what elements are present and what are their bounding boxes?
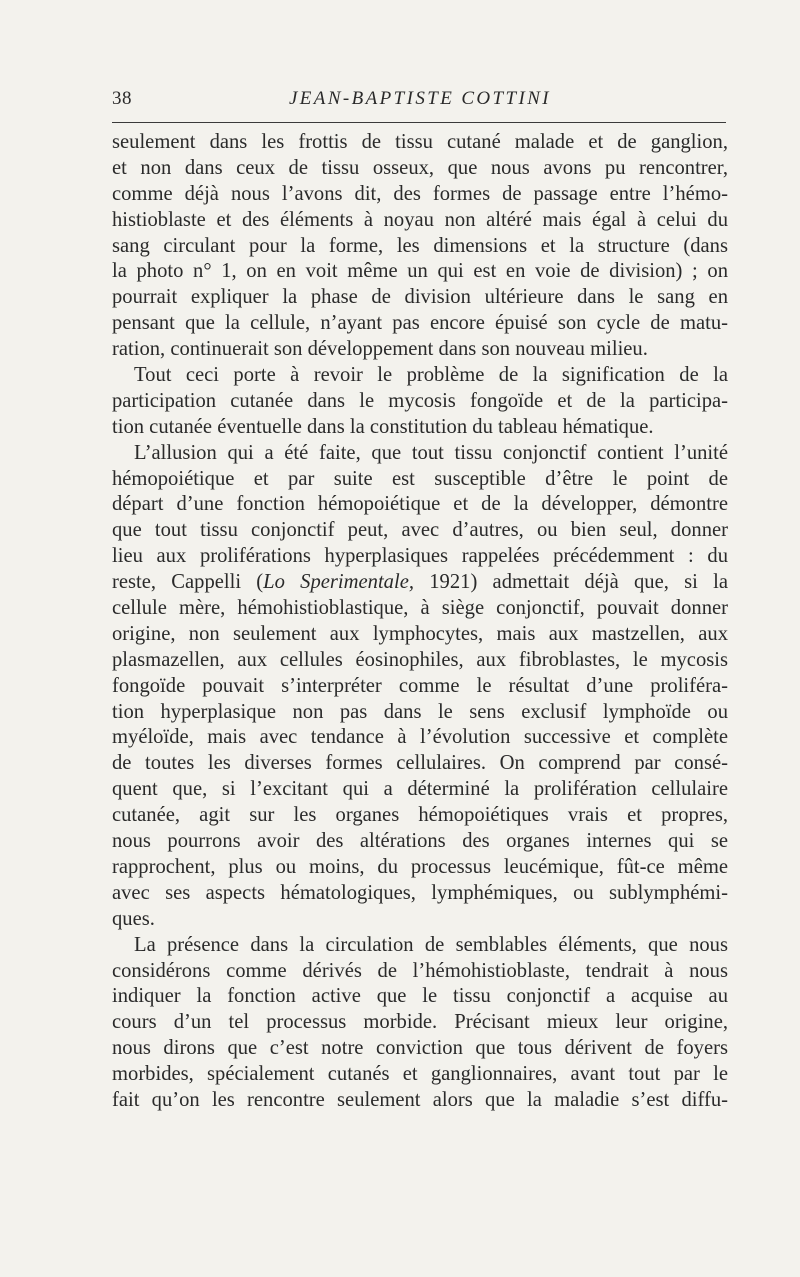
text-line: sang circulant pour la forme, les dimensions et la structure (dans	[112, 234, 728, 257]
page-number: 38	[112, 88, 132, 109]
text-line: hémopoiétique et par suite est susceptible d’être le point de	[112, 467, 728, 490]
journal-title: Lo Sperimentale,	[263, 571, 414, 594]
text-line: fait qu’on les rencontre seulement alors que la maladie s’est diffu-	[112, 1088, 728, 1111]
text-line: et non dans ceux de tissu osseux, que nous avons pu rencontrer,	[112, 156, 728, 179]
text-line: La présence dans la circulation de semblables éléments, que nous	[134, 933, 728, 956]
text-line: participation cutanée dans le mycosis fongoïde et de la participa-	[112, 389, 728, 412]
text-line: nous pourrons avoir des altérations des organes internes qui se	[112, 830, 728, 853]
text-line: la photo n° 1, on en voit même un qui est en voie de division) ; on	[112, 260, 728, 283]
text-line: de toutes les diverses formes cellulaires. On comprend par consé-	[112, 752, 728, 775]
paragraph-2	[112, 363, 728, 441]
text-line: ques.	[112, 907, 155, 930]
body-text	[112, 130, 728, 1114]
text-line: rapprochent, plus ou moins, du processus leucémique, fût-ce même	[112, 855, 728, 878]
text-line: lieu aux proliférations hyperplasiques rappelées précédemment : du	[112, 545, 728, 568]
running-title: JEAN-BAPTISTE COTTINI	[288, 88, 552, 109]
text-line: indiquer la fonction active que le tissu conjonctif a acquise au	[112, 985, 728, 1008]
text-line: cellule mère, hémohistioblastique, à siège conjonctif, pouvait donner	[112, 597, 728, 620]
header-rule	[112, 122, 726, 123]
text-line: seulement dans les frottis de tissu cutané malade et de ganglion,	[112, 131, 728, 153]
text-line: L’allusion qui a été faite, que tout tissu conjonctif contient l’unité	[134, 441, 728, 464]
text-line: cours d’un tel processus morbide. Précisant mieux leur origine,	[112, 1011, 728, 1034]
paragraph-1	[112, 130, 728, 363]
paragraph-4	[112, 933, 728, 1114]
text-line-citation	[112, 570, 728, 596]
text-line: pourrait expliquer la phase de division ultérieure dans le sang en	[112, 286, 728, 309]
text-line: avec ses aspects hématologiques, lymphémiques, ou sublymphémi-	[112, 881, 728, 904]
text-line: départ d’une fonction hémopoiétique et de la développer, démontre	[112, 493, 728, 516]
citation-prefix: reste, Cappelli (	[112, 571, 264, 594]
text-line: tion cutanée éventuelle dans la constitution du tableau hématique.	[112, 415, 654, 438]
text-line: ration, continuerait son développement dans son nouveau milieu.	[112, 338, 648, 361]
page-header	[112, 88, 728, 116]
text-line: tion hyperplasique non pas dans le sens exclusif lymphoïde ou	[112, 700, 728, 723]
text-line: plasmazellen, aux cellules éosinophiles, aux fibroblastes, le mycosis	[112, 648, 728, 671]
text-line: que tout tissu conjonctif peut, avec d’autres, ou bien seul, donner	[112, 519, 728, 542]
text-line: Tout ceci porte à revoir le problème de la signification de la	[134, 364, 728, 387]
text-line: nous dirons que c’est notre conviction que tous dérivent de foyers	[112, 1037, 728, 1060]
text-line: origine, non seulement aux lymphocytes, mais aux mastzellen, aux	[112, 622, 728, 645]
text-line: morbides, spécialement cutanés et ganglionnaires, avant tout par le	[112, 1063, 728, 1086]
text-line: histioblaste et des éléments à noyau non altéré mais égal à celui du	[112, 208, 728, 231]
text-line: cutanée, agit sur les organes hémopoiétiques vrais et propres,	[112, 804, 728, 827]
paragraph-3	[112, 441, 728, 933]
text-line: considérons comme dérivés de l’hémohistioblaste, tendrait à nous	[112, 959, 728, 982]
text-line: comme déjà nous l’avons dit, des formes de passage entre l’hémo-	[112, 182, 728, 205]
text-line: fongoïde pouvait s’interpréter comme le résultat d’une proliféra-	[112, 674, 728, 697]
text-line: pensant que la cellule, n’ayant pas encore épuisé son cycle de matu-	[112, 312, 728, 335]
text-line: quent que, si l’excitant qui a déterminé la prolifération cellulaire	[112, 778, 728, 801]
citation-suffix: 1921) admettait déjà que, si la	[414, 571, 728, 594]
text-line: myéloïde, mais avec tendance à l’évolution successive et complète	[112, 726, 728, 749]
